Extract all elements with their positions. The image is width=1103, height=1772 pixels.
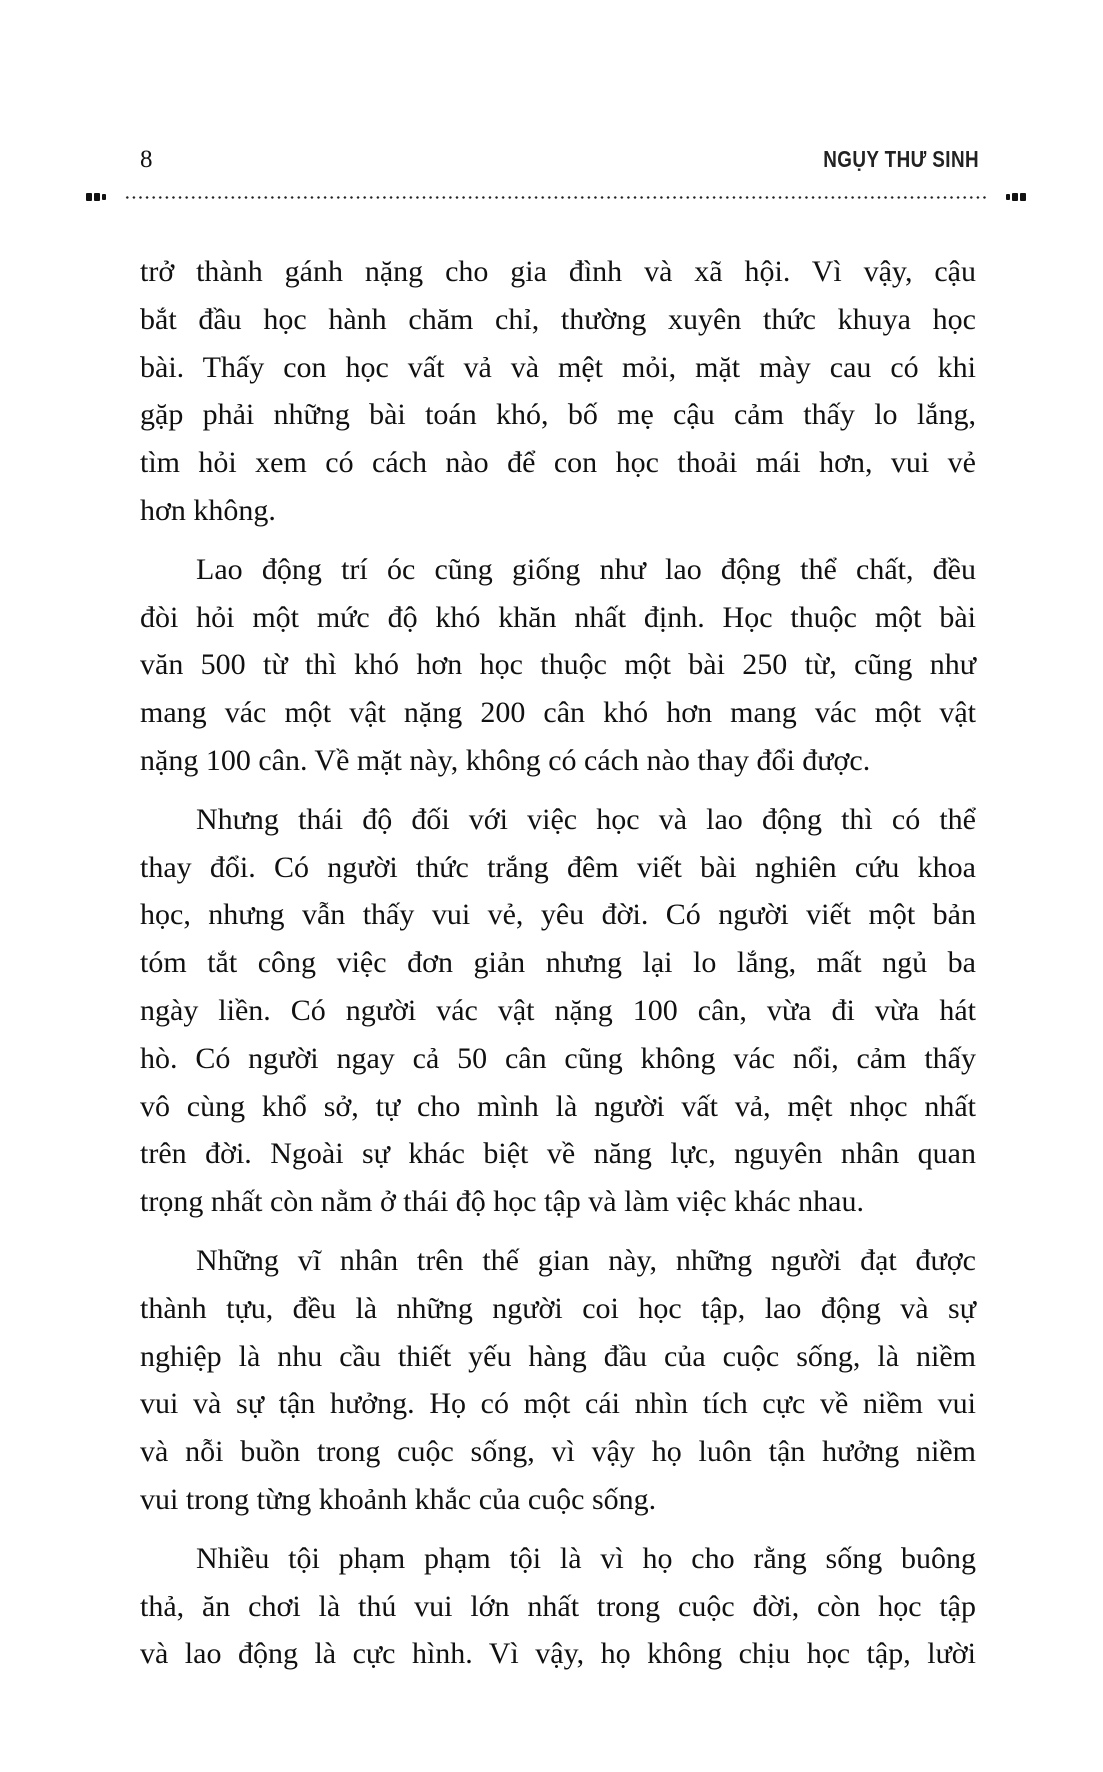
text-line: Nhiều tội phạm phạm tội là vì họ cho rằng sống buông	[196, 1541, 976, 1575]
text-line: đòi hỏi một mức độ khó khăn nhất định. Học thuộc một bài	[140, 600, 976, 634]
rule-dots	[124, 196, 988, 199]
body-text	[140, 248, 976, 1689]
text-line: gặp phải những bài toán khó, bố mẹ cậu cảm thấy lo lắng,	[140, 398, 976, 432]
text-line: học, nhưng vẫn thấy vui vẻ, yêu đời. Có người viết một bản	[140, 898, 976, 932]
text-line: văn 500 từ thì khó hơn học thuộc một bài 250 từ, cũng như	[140, 648, 976, 682]
text-line: trên đời. Ngoài sự khác biệt về năng lực, nguyên nhân quan	[140, 1137, 976, 1171]
text-line: thả, ăn chơi là thú vui lớn nhất trong cuộc đời, còn học tập	[140, 1589, 976, 1623]
text-line: vô cùng khổ sở, tự cho mình là người vất vả, mệt nhọc nhất	[140, 1089, 976, 1123]
text-line: mang vác một vật nặng 200 cân khó hơn mang vác một vật	[140, 696, 976, 730]
paragraph	[140, 248, 976, 535]
running-head: NGỤY THƯ SINH	[823, 146, 979, 172]
text-line: hơn không.	[140, 493, 276, 527]
text-line: ngày liền. Có người vác vật nặng 100 cân, vừa đi vừa hát	[140, 993, 976, 1027]
text-line: và lao động là cực hình. Vì vậy, họ không chịu học tập, lười	[140, 1637, 976, 1671]
text-line: nghiệp là nhu cầu thiết yếu hàng đầu của cuộc sống, là niềm	[140, 1339, 976, 1373]
text-line: và nỗi buồn trong cuộc sống, vì vậy họ luôn tận hưởng niềm	[140, 1435, 976, 1469]
text-line: bắt đầu học hành chăm chỉ, thường xuyên thức khuya học	[140, 302, 976, 336]
text-line: thành tựu, đều là những người coi học tập, lao động và sự	[140, 1291, 976, 1325]
text-line: trở thành gánh nặng cho gia đình và xã hội. Vì vậy, cậu	[140, 255, 976, 288]
paragraph	[140, 1237, 976, 1524]
rule-ornament-right	[1006, 193, 1026, 201]
paragraph	[140, 1535, 976, 1678]
text-line: Lao động trí óc cũng giống như lao động thể chất, đều	[196, 552, 976, 586]
text-line: trọng nhất còn nằm ở thái độ học tập và làm việc khác nhau.	[140, 1185, 864, 1219]
text-line: nặng 100 cân. Về mặt này, không có cách nào thay đổi được.	[140, 743, 871, 777]
text-line: tóm tắt công việc đơn giản nhưng lại lo lắng, mất ngủ ba	[140, 946, 976, 980]
text-line: vui trong từng khoảnh khắc của cuộc sống.	[140, 1482, 657, 1516]
text-line: hò. Có người ngay cả 50 cân cũng không vác nổi, cảm thấy	[140, 1041, 976, 1075]
paragraph	[140, 796, 976, 1226]
text-line: bài. Thấy con học vất vả và mệt mỏi, mặt mày cau có khi	[140, 350, 976, 384]
text-line: Nhưng thái độ đối với việc học và lao động thì có thể	[196, 802, 976, 836]
text-line: vui và sự tận hưởng. Họ có một cái nhìn tích cực về niềm vui	[140, 1387, 976, 1421]
header-dotted-rule	[86, 192, 1026, 202]
rule-ornament-left	[86, 193, 106, 201]
text-line: tìm hỏi xem có cách nào để con học thoải mái hơn, vui vẻ	[140, 446, 976, 480]
text-line: Những vĩ nhân trên thế gian này, những người đạt được	[196, 1243, 976, 1277]
paragraph	[140, 546, 976, 785]
page-number: 8	[140, 146, 153, 173]
text-line: thay đổi. Có người thức trắng đêm viết bài nghiên cứu khoa	[140, 850, 976, 884]
